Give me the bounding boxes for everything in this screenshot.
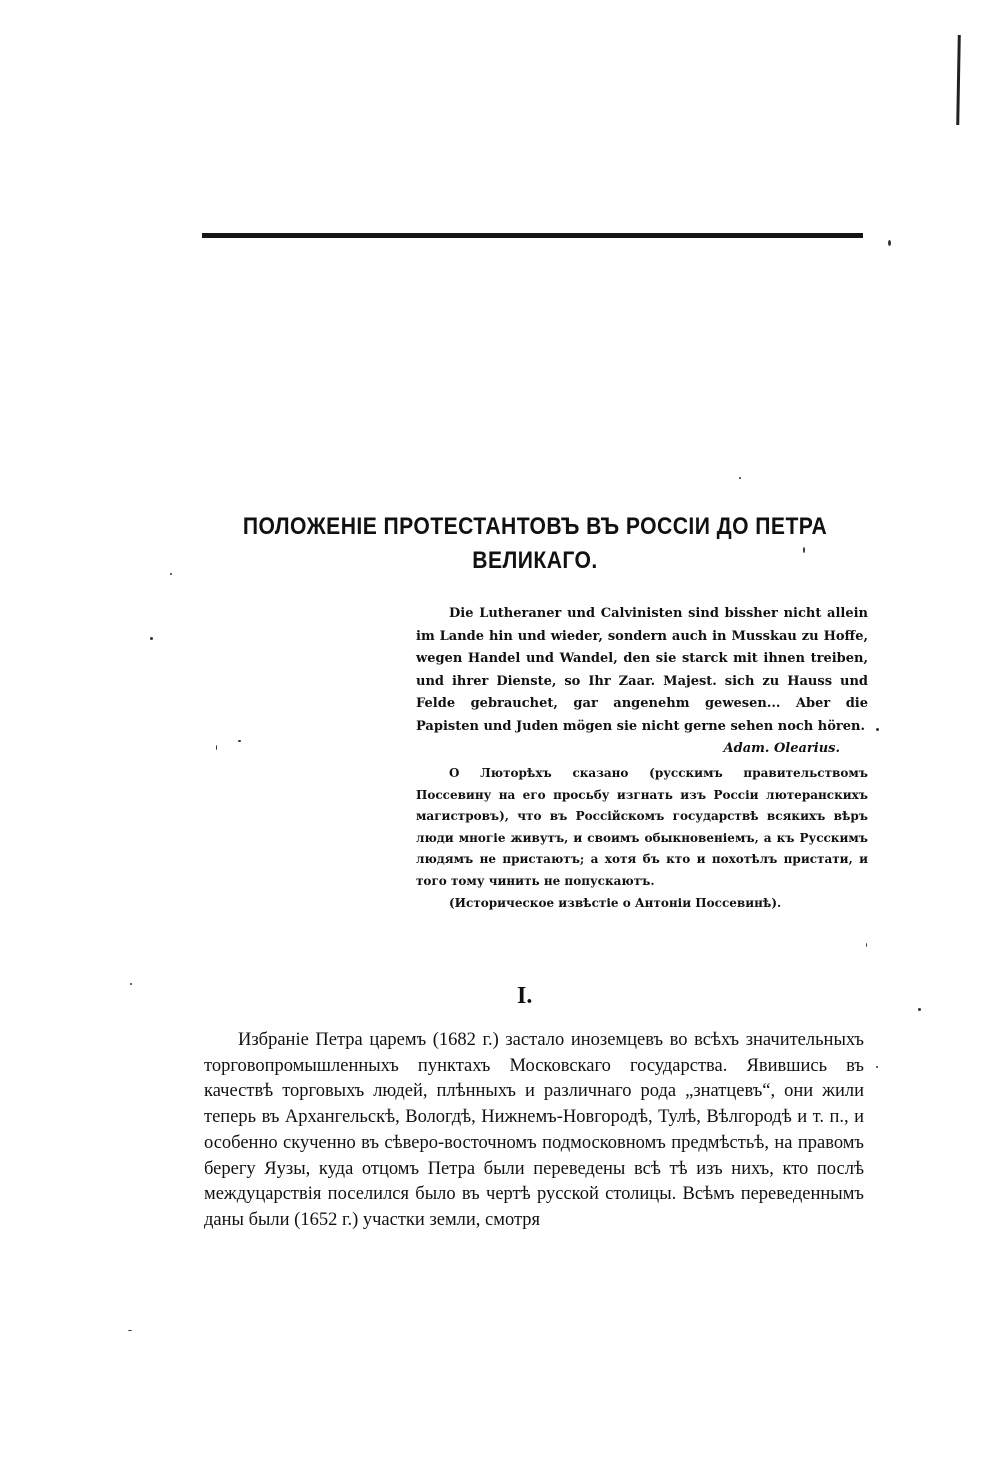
speck (888, 240, 891, 246)
epigraph-german-quote: Die Lutheraner und Calvinisten sind bissher nicht allein im Lande hin und wieder, sondern auch in Musskau zu Hoffe, wegen Handel und Wandel, den sie starck mit ihnen treiben, und ihrer Dienste, so Ihr Zaar. Majest. sich zu Hauss und Felde gebrauchet, gar angenehm gewesen... Aber die Papisten und Juden mögen sie nicht gerne sehen noch hören. (416, 606, 868, 734)
speck (150, 637, 153, 640)
article-title-line-2: ВЕЛИКАГО. (472, 547, 598, 574)
section-number: I. (517, 983, 533, 1009)
epigraph (416, 603, 868, 914)
speck (130, 983, 132, 985)
epigraph-russian-source: (Историческое извѣстіе о Антоніи Поссевинѣ). (449, 896, 782, 910)
article-title (240, 510, 830, 578)
speck (128, 1330, 132, 1331)
speck (876, 728, 879, 731)
speck (866, 943, 867, 947)
article-title-line-1: ПОЛОЖЕНІЕ ПРОТЕСТАНТОВЪ ВЪ РОССІИ ДО ПЕТРА (242, 513, 828, 540)
speck (739, 477, 741, 479)
body-paragraph: Избраніе Петра царемъ (1682 г.) застало иноземцевъ во всѣхъ значительныхъ торговопромышленныхъ пунктахъ Московскаго государства. Явившись въ качествѣ торговыхъ людей, плѣнныхъ и различнаго рода „знатцевъ“, они жили теперь въ Архангельскѣ, Вологдѣ, Нижнемъ-Новгородѣ, Тулѣ, Вѣлгородѣ и т. п., и особенно скученно въ сѣверо-восточномъ подмосковномъ предмѣстьѣ, на правомъ берегу Яузы, куда отцомъ Петра были переведены всѣ тѣ изъ нихъ, кто послѣ междуцарствія поселился было въ чертѣ русской столицы. Всѣмъ переведеннымъ даны были (1652 г.) участки земли, смотря (204, 1030, 864, 1230)
epigraph-german-attribution: Adam. Olearius. (723, 741, 840, 756)
speck (170, 573, 172, 575)
speck (238, 740, 241, 742)
header-rule (202, 233, 863, 238)
speck (876, 1066, 878, 1068)
speck (216, 745, 217, 750)
page-edge-mark (956, 35, 961, 125)
speck (918, 1008, 921, 1011)
epigraph-russian-quote: О Люторѣхъ сказано (русскимъ правительствомъ Поссевину на его просьбу изгнать изъ Россіи лютеранскихъ магистровъ), что въ Россійскомъ государствѣ всякихъ вѣръ люди многіе живутъ, и своимъ обыкновеніемъ, а къ Русскимъ людямъ не пристаютъ; а хотя бъ кто и похотѣлъ пристати, и того тому чинить не попускаютъ. (416, 766, 868, 888)
